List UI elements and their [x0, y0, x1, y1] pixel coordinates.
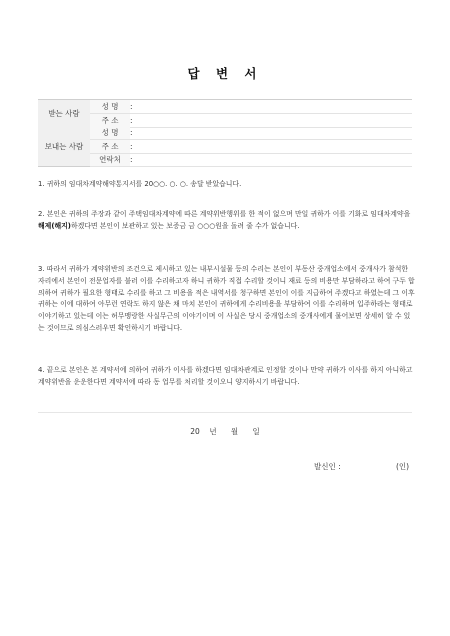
sender-address-value	[138, 139, 412, 153]
sender-group-label: 보내는 사람	[38, 126, 90, 167]
paragraph-1-text: 1. 귀하의 임대차계약해약통지서를 20○○. ○. ○. 송달 받았습니다.	[38, 180, 242, 188]
sender-contact-value	[138, 153, 412, 167]
document-title: 답 변 서	[187, 66, 263, 81]
sender-address-label: 주 소	[90, 139, 130, 153]
sender-name-value	[138, 126, 412, 139]
sender-name-label: 성 명	[90, 126, 130, 139]
receiver-address-label: 주 소	[90, 113, 130, 127]
paragraph-3	[38, 264, 416, 335]
paragraph-1	[38, 179, 416, 191]
paragraph-2-text-start: 2. 본인은 귀하의 주장과 같이 주택임대차계약에 따른 계약위반행위를 한 적이 없으며 만일 귀하가 이를 기화로 임대차계약을	[38, 210, 411, 218]
receiver-group-label: 받는 사람	[38, 100, 90, 128]
seal-mark: (인)	[396, 462, 410, 471]
date-month-unit: 월	[230, 427, 239, 436]
sender-table	[38, 126, 412, 167]
paragraph-2	[38, 209, 416, 233]
paragraph-3-text: 3. 따라서 귀하가 계약위반의 조건으로 제시하고 있는 내부시설물 등의 수리는 본인이 부동산 중개업소에서 중개사가 참석한 자리에서 본인이 전문업자를 불러 이를 수리하고자 하니 귀하가 직접 수리할 것이니 재료 등의 비용만 부담하라고 하여 구두 합의하여 귀하가 필요한 형태로 수리를 하고 그 비용을 적은 내역서를 청구하면 본인이 이를 지급하여 주겠다고 하였는데 그 이후 귀하는 이에 대하여 아무런 연락도 하지 않은 채 마치 본인이 귀하에게 수리비용을 부담하여 이를 수리하며 입주하라는 형태로 이야기하고 있는데 이는 허무맹랑한 사실무근의 이야기이며 이 사실은 당시 중개업소의 중개사에게 물어보면 상세히 알 수 있는 것이므로 의심스러우면 확인하시기 바랍니다.	[38, 265, 415, 332]
date-line	[0, 426, 450, 437]
sender-contact-sep: :	[130, 153, 138, 167]
signature-label: 발신인 :	[314, 462, 341, 471]
paragraph-2-emphasis: 해제(해지)	[38, 221, 71, 230]
sender-contact-label: 연락처	[90, 153, 130, 167]
paragraph-4	[38, 365, 416, 389]
paragraph-4-text: 4. 끝으로 본인은 본 계약서에 의하여 귀하가 이사를 하겠다면 임대차관계로 인정할 것이나 만약 귀하가 이사를 하지 아니하고 계약위반을 운운한다면 계약서에 따라 동 업무를 처리할 것이오니 양지하시기 바랍니다.	[38, 366, 413, 386]
sender-address-sep: :	[130, 139, 138, 153]
divider	[38, 412, 412, 413]
sender-name-sep: :	[130, 126, 138, 139]
receiver-name-value	[138, 100, 412, 114]
receiver-name-label: 성 명	[90, 100, 130, 114]
date-year: 20	[190, 427, 200, 436]
date-year-unit: 년	[209, 427, 217, 436]
receiver-address-sep: :	[130, 113, 138, 127]
receiver-name-sep: :	[130, 100, 138, 114]
paragraph-2-text-end: 하겠다면 본인이 보관하고 있는 보증금 금 ○○○원을 돌려 줄 수가 없습니다.	[70, 221, 300, 230]
receiver-table	[38, 99, 412, 128]
date-day-unit: 일	[252, 427, 260, 436]
